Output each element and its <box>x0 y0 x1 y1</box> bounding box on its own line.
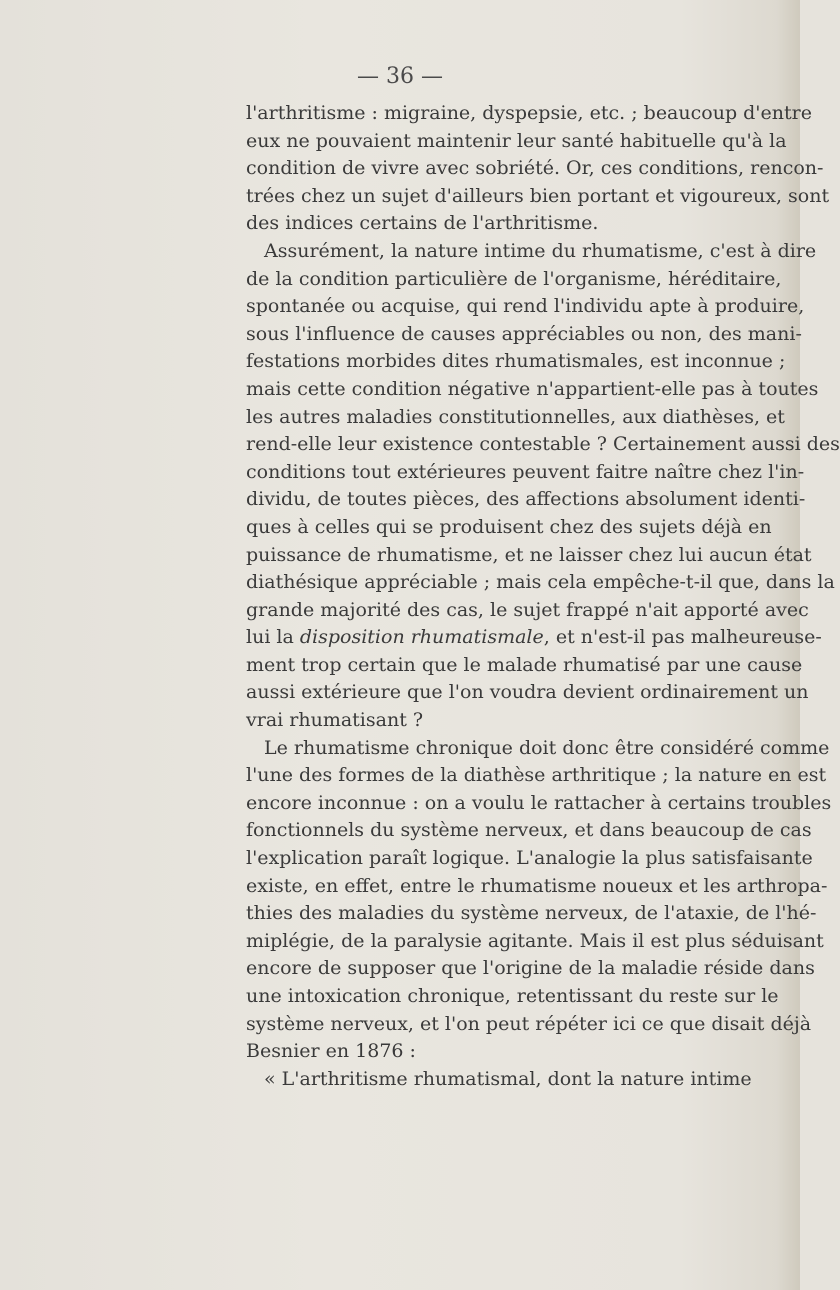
text-line: thies des maladies du système nerveux, de l'ataxie, de l'hé- <box>246 902 817 925</box>
text-line: les autres maladies constitutionnelles, aux diathèses, et <box>246 405 785 428</box>
text-line: de la condition particulière de l'organisme, héréditaire, <box>246 267 782 290</box>
text-line: festations morbides dites rhumatismales, est inconnue ; <box>246 350 786 373</box>
text-line: eux ne pouvaient maintenir leur santé habituelle qu'à la <box>246 129 787 152</box>
text-line: encore inconnue : on a voulu le rattacher à certains troubles <box>246 791 832 814</box>
text-line: miplégie, de la paralysie agitante. Mais il est plus séduisant <box>246 929 824 952</box>
text-line: grande majorité des cas, le sujet frappé n'ait apporté avec <box>246 598 809 621</box>
text-line: conditions tout extérieures peuvent faitre naître chez l'in- <box>246 460 805 483</box>
text-line: des indices certains de l'arthritisme. <box>246 212 599 235</box>
text-line-mixed <box>246 624 822 652</box>
text-line: une intoxication chronique, retentissant du reste sur le <box>246 985 779 1007</box>
page-number: — 36 — <box>357 64 443 89</box>
text-line: trées chez un sujet d'ailleurs bien portant et vigoureux, sont <box>246 184 830 207</box>
text-line: condition de vivre avec sobriété. Or, ces conditions, rencon- <box>246 157 824 180</box>
text-line: existe, en effet, entre le rhumatisme noueux et les arthropa- <box>246 874 828 897</box>
text-line: « L'arthritisme rhumatismal, dont la nature intime <box>264 1067 752 1090</box>
text-line: Le rhumatisme chronique doit donc être considéré comme <box>264 736 830 759</box>
text-line: mais cette condition négative n'appartient-elle pas à toutes <box>246 377 819 400</box>
text-line: sous l'influence de causes appréciables ou non, des mani- <box>246 322 802 345</box>
text-segment: , et n'est-il pas malheureuse- <box>543 626 822 649</box>
text-line: fonctionnels du système nerveux, et dans beaucoup de cas <box>246 819 812 842</box>
text-line: spontanée ou acquise, qui rend l'individu apte à produire, <box>246 295 805 318</box>
text-line: dividu, de toutes pièces, des affections absolument identi- <box>246 488 806 511</box>
text-line: ques à celles qui se produisent chez des sujets déjà en <box>246 515 772 538</box>
text-line: Assurément, la nature intime du rhumatisme, c'est à dire <box>264 239 817 262</box>
text-line: puissance de rhumatisme, et ne laisser chez lui aucun état <box>246 543 812 566</box>
text-line: système nerveux, et l'on peut répéter ici ce que disait déjà <box>246 1012 812 1035</box>
italic-phrase: disposition rhumatismale <box>299 626 544 649</box>
text-segment: lui la <box>246 626 300 649</box>
text-line: aussi extérieure que l'on voudra devient ordinairement un <box>246 681 809 704</box>
text-line: encore de supposer que l'origine de la maladie réside dans <box>246 957 815 980</box>
body-text <box>246 100 840 1093</box>
text-line: rend-elle leur existence contestable ? Certainement aussi des <box>246 433 840 456</box>
text-line: diathésique appréciable ; mais cela empêche-t-il que, dans la <box>246 571 835 594</box>
text-line: Besnier en 1876 : <box>246 1040 416 1063</box>
text-line: vrai rhumatisant ? <box>246 709 424 732</box>
text-line: l'explication paraît logique. L'analogie la plus satisfaisante <box>246 847 813 870</box>
text-line: ment trop certain que le malade rhumatisé par une cause <box>246 653 803 676</box>
text-line: l'arthritisme : migraine, dyspepsie, etc. ; beaucoup d'entre <box>246 102 812 124</box>
text-line: l'une des formes de la diathèse arthritique ; la nature en est <box>246 764 827 787</box>
